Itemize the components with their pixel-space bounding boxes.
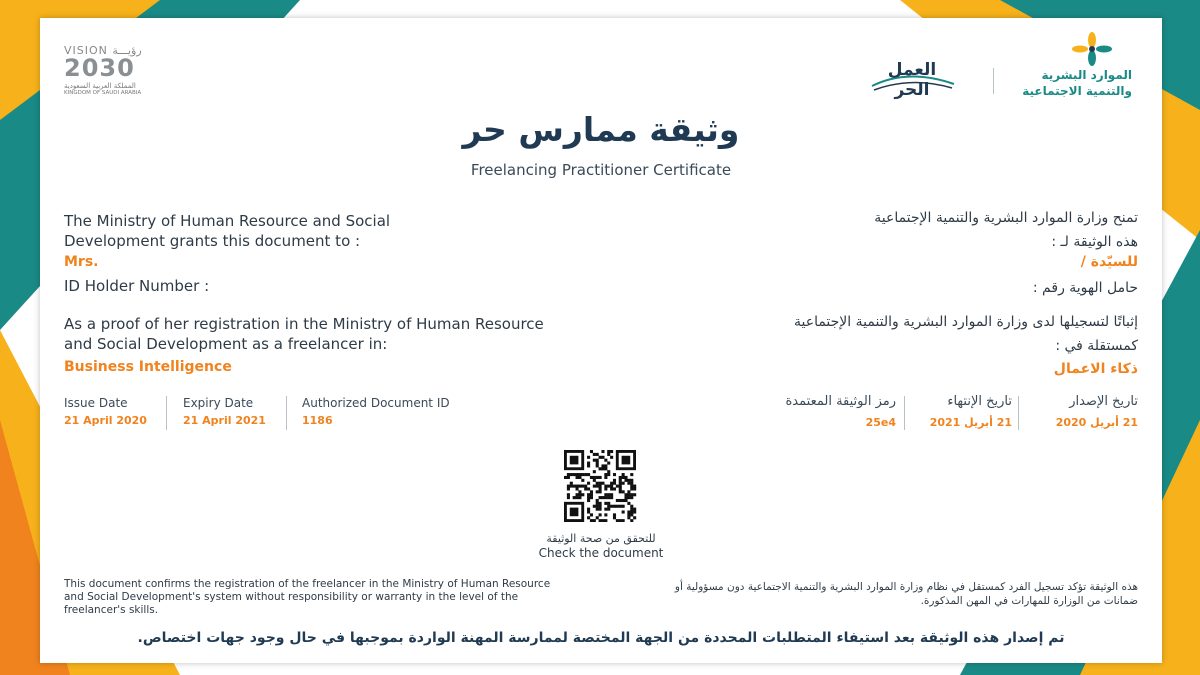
ministry-line2: والتنمية الاجتماعية [1022,84,1132,98]
disclaimer-en: This document confirms the registration of the freelancer in the Ministry of Human Resource and Social Development's system without responsibility or warranty in the level of the freelancer's skills. [64,578,551,616]
vision-word: VISION [64,44,108,57]
field-en: Business Intelligence [64,359,232,375]
freelance-logo [868,58,956,98]
proof-line2-ar: كمستقلة في : [1055,338,1138,354]
grant-text-en: The Ministry of Human Resource and Social Development grants this document to : [64,212,391,250]
grant-line2-ar: هذه الوثيقة لـ : [1051,234,1138,250]
expiry-date-value-ar: 21 أبريل 2021 [929,416,1012,429]
vision-sub-en: KINGDOM OF SAUDI ARABIA [64,90,142,96]
ministry-line1: الموارد البشرية [1041,68,1132,82]
proof-line1-ar: إثباتًا لتسجيلها لدى وزارة الموارد البشرية والتنمية الإجتماعية [793,314,1138,330]
disclaimer-ar: هذه الوثيقة تؤكد تسجيل الفرد كمستقل في نظام وزارة الموارد البشرية والتنمية الاجتماعية دون مسؤولية أو ضمانات من الوزارة للمهارات في المهن المذكورة. [674,581,1138,607]
freelance-logo-text: العمل الحر [887,60,937,100]
recipient-label-ar: للسيّدة / [1080,254,1138,270]
title-english: Freelancing Practitioner Certificate [470,161,732,179]
qr-caption-en: Check the document [538,546,664,560]
vision-year: 2030 [64,54,135,82]
expiry-date-label-ar: تاريخ الإنتهاء [947,394,1012,409]
certificate-card [40,18,1162,663]
issue-date-label-en: Issue Date [64,396,128,410]
issue-date-label-ar: تاريخ الإصدار [1069,394,1138,409]
bottom-statement-ar: تم إصدار هذه الوثيقة بعد استيفاء المتطلبات المحددة من الجهة المختصة لممارسة المهنة الواردة بموجبها في حال وجود جهات اختصاص. [137,630,1065,646]
expiry-date-value-en: 21 April 2021 [183,414,266,427]
id-label-en: ID Holder Number : [64,277,210,295]
recipient-label-en: Mrs. [64,254,99,270]
field-ar: ذكاء الاعمال [1053,361,1138,377]
qr-code[interactable] [546,450,654,522]
issue-date-value-ar: 21 أبريل 2020 [1055,416,1138,429]
title-arabic: وثيقة ممارس حر [462,110,740,149]
issue-date-value-en: 21 April 2020 [64,414,147,427]
vision-ar: رؤيـــة [112,44,142,57]
docid-label-ar: رمز الوثيقة المعتمدة [785,394,896,409]
ministry-logo [1000,32,1132,98]
docid-value-en: 1186 [302,414,333,427]
vision-sub-ar: المملكة العربية السعودية [64,82,136,90]
ministry-star-icon [1072,32,1112,66]
grant-line1-ar: تمنح وزارة الموارد البشرية والتنمية الإجتماعية [874,210,1138,226]
id-label-ar: حامل الهوية رقم : [1032,280,1138,296]
qr-caption-ar: للتحقق من صحة الوثيقة [546,532,656,545]
docid-value-ar: 25e4 [865,416,896,429]
docid-label-en: Authorized Document ID [302,396,450,410]
proof-text-en: As a proof of her registration in the Ministry of Human Resource and Social Development as a freelancer in: [64,315,544,353]
vision-2030-logo [64,44,184,100]
expiry-date-label-en: Expiry Date [183,396,254,410]
